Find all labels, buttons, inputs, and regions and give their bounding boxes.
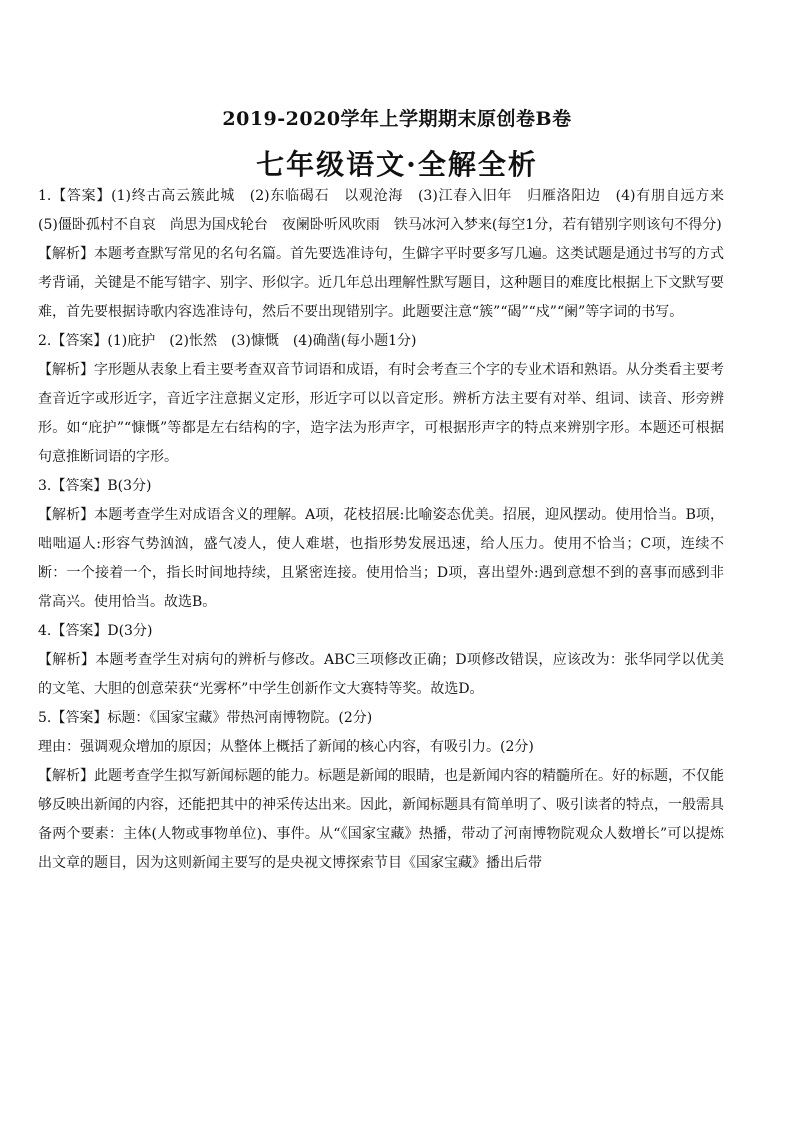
q4-analysis: 【解析】本题考查学生对病句的辨析与修改。ABC三项修改正确；D项修改错误，应该改为：张华同学以优美的文笔、大胆的创意荣获“光雾杯”中学生创新作文大赛特等奖。故选D。 <box>38 652 724 697</box>
answer-body <box>38 182 738 878</box>
q2-analysis: 【解析】字形题从表象上看主要考查双音节词语和成语，有时会考查三个字的专业术语和熟语。从分类看主要考查音近字或形近字，音近字注意据义定形，形近字可以以音定形。辨析方法主要有对举、组词、读音、形旁辨形。如“庇护”“慷慨”等都是左右结构的字，造字法为形声字，可根据形声字的特点来辨别字形。本题还可根据句意推断词语的字形。 <box>38 362 724 465</box>
q3-answer: 3.【答案】B(3分) <box>38 478 152 494</box>
q1-analysis: 【解析】本题考查默写常见的名句名篇。首先要选准诗句，生僻字平时要多写几遍。这类试题是通过书写的方式考背诵，关键是不能写错字、别字、形似字。近几年总出理解性默写题目，这种题目的难度比根据上下文默写要难，首先要根据诗歌内容选准诗句，然后不要出现错别字。此题要注意“簇”“碣”“戍”“阑”等字词的书写。 <box>38 246 724 320</box>
exam-header-title: 2019-2020学年上学期期末原创卷B卷 <box>222 108 572 130</box>
q1-answer: 1.【答案】(1)终古高云簇此城 (2)东临碣石 以观沧海 (3)江春入旧年 归雁洛阳边 (4)有朋自远方来 (5)僵卧孤村不自哀 尚思为国戍轮台 夜阑卧听风吹雨 铁马冰河入梦来(每空1分，若有错别字则该句不得分) <box>38 188 738 233</box>
q3-analysis: 【解析】本题考查学生对成语含义的理解。A项，花枝招展:比喻姿态优美。招展，迎风摆动。使用恰当。B项，咄咄逼人:形容气势汹汹，盛气凌人，使人难堪，也指形势发展迅速，给人压力。使用不恰当；C项，连续不断：一个接着一个，指长时间地持续，且紧密连接。使用恰当；D项，喜出望外:遇到意想不到的喜事而感到非常高兴。使用恰当。故选B。 <box>38 507 724 610</box>
q4-answer: 4.【答案】D(3分) <box>38 623 153 639</box>
q5-reason: 理由：强调观众增加的原因；从整体上概括了新闻的核心内容，有吸引力。(2分) <box>38 739 534 755</box>
q5-answer: 5.【答案】标题：《国家宝藏》带热河南博物院。(2分) <box>38 710 373 726</box>
q5-analysis: 【解析】此题考查学生拟写新闻标题的能力。标题是新闻的眼睛，也是新闻内容的精髓所在。好的标题，不仅能够反映出新闻的内容，还能把其中的神采传达出来。因此，新闻标题具有简单明了、吸引读者的特点，一般需具备两个要素：主体(人物或事物单位)、事件。从“《国家宝藏》热播，带动了河南博物院观众人数增长”可以提炼出文章的题目，因为这则新闻主要写的是央视文博探索节目《国家宝藏》播出后带 <box>38 768 724 871</box>
q2-answer: 2.【答案】(1)庇护 (2)怅然 (3)慷慨 (4)确凿(每小题1分) <box>38 333 417 349</box>
exam-main-title: 七年级语文·全解全析 <box>256 148 538 181</box>
